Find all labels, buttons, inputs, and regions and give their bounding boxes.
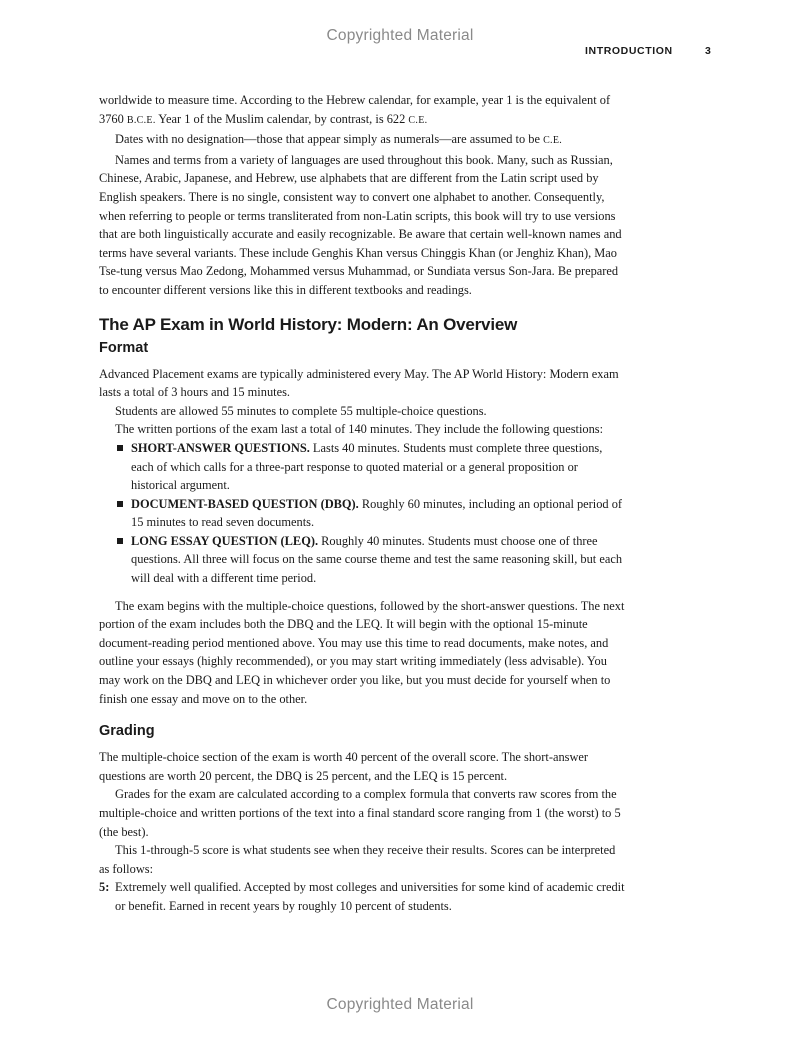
question-types-list <box>99 439 627 588</box>
page-body <box>99 91 627 916</box>
watermark-top: Copyrighted Material <box>326 27 474 44</box>
format-paragraph-2: Students are allowed 55 minutes to complete 55 multiple-choice questions. <box>115 403 487 418</box>
format-paragraph-1: Advanced Placement exams are typically administered every May. The AP World History: Modern exam lasts a total of 3 hours and 15 minutes. <box>99 366 619 400</box>
list-item-dbq: DOCUMENT-BASED QUESTION (DBQ). Roughly 60 minutes, including an optional period of 15 minutes to read seven documents. <box>99 495 627 532</box>
running-head: INTRODUCTION <box>585 45 673 57</box>
grading-paragraph-2: Grades for the exam are calculated according to a complex formula that converts raw scores from the multiple-choice and written portions of the text into a final standard score ranging from 1 (the worst) to 5 (the best). <box>99 787 621 839</box>
list-item-leq: LONG ESSAY QUESTION (LEQ). Roughly 40 minutes. Students must choose one of three questions. All three will focus on the same course theme and test the same reasoning skill, but each will deal with a different time period. <box>99 532 627 588</box>
page-number: 3 <box>705 45 711 57</box>
bullet-square-icon <box>117 445 123 451</box>
subheading-format: Format <box>99 339 149 356</box>
format-paragraph-4: The exam begins with the multiple-choice questions, followed by the short-answer questions. The next portion of the exam includes both the DBQ and the LEQ. It will begin with the optional 15-minute document-reading period mentioned above. You may use this time to read documents, make notes, and outline your essays (highly recommended), or you may start writing immediately (less advisable). You may work on the DBQ and LEQ in whichever order you like, but you must decide for yourself when to finish one essay and move on to the other. <box>99 598 625 706</box>
intro-paragraph-3: Names and terms from a variety of languages are used throughout this book. Many, such as Russian, Chinese, Arabic, Japanese, and Hebrew, use alphabets that are different from the Latin script used by English speakers. There is no single, consistent way to convert one alphabet to another. Consequently, when referring to people or terms transliterated from non-Latin scripts, this book will try to use versions that are both linguistically accurate and easily recognizable. Be aware that certain well-known names and terms have several variants. These include Genghis Khan versus Chinggis Khan (or Jenghiz Khan), Mao Tse-tung versus Mao Zedong, Mohammed versus Muhammad, or Sundiata versus Son-Jara. Be prepared to encounter different versions like this in different textbooks and readings. <box>99 152 622 297</box>
grading-paragraph-3: This 1-through-5 score is what students see when they receive their results. Scores can be interpreted as follows: <box>99 843 616 876</box>
intro-paragraph-1: worldwide to measure time. According to the Hebrew calendar, for example, year 1 is the equivalent of 3760 B.C.E. Year 1 of the Muslim calendar, by contrast, is 622 C.E. <box>99 93 611 126</box>
intro-paragraph-2: Dates with no designation—those that appear simply as numerals—are assumed to be C.E. <box>115 132 563 147</box>
section-heading-overview: The AP Exam in World History: Modern: An Overview <box>99 314 518 334</box>
list-item-short-answer: SHORT-ANSWER QUESTIONS. Lasts 40 minutes. Students must complete three questions, each of which calls for a three-part response to quoted material or a general proposition or historical argument. <box>99 439 627 495</box>
score-item-5: 5: Extremely well qualified. Accepted by most colleges and universities for some kind of academic credit or benefit. Earned in recent years by roughly 10 percent of students. <box>99 880 625 913</box>
format-paragraph-3: The written portions of the exam last a total of 140 minutes. They include the following questions: <box>115 422 604 437</box>
subheading-grading: Grading <box>99 723 155 740</box>
grading-paragraph-1: The multiple-choice section of the exam is worth 40 percent of the overall score. The short-answer questions are worth 20 percent, the DBQ is 25 percent, and the LEQ is 15 percent. <box>99 750 589 783</box>
watermark-bottom: Copyrighted Material <box>326 996 474 1013</box>
bullet-square-icon <box>117 501 123 507</box>
bullet-square-icon <box>117 538 123 544</box>
